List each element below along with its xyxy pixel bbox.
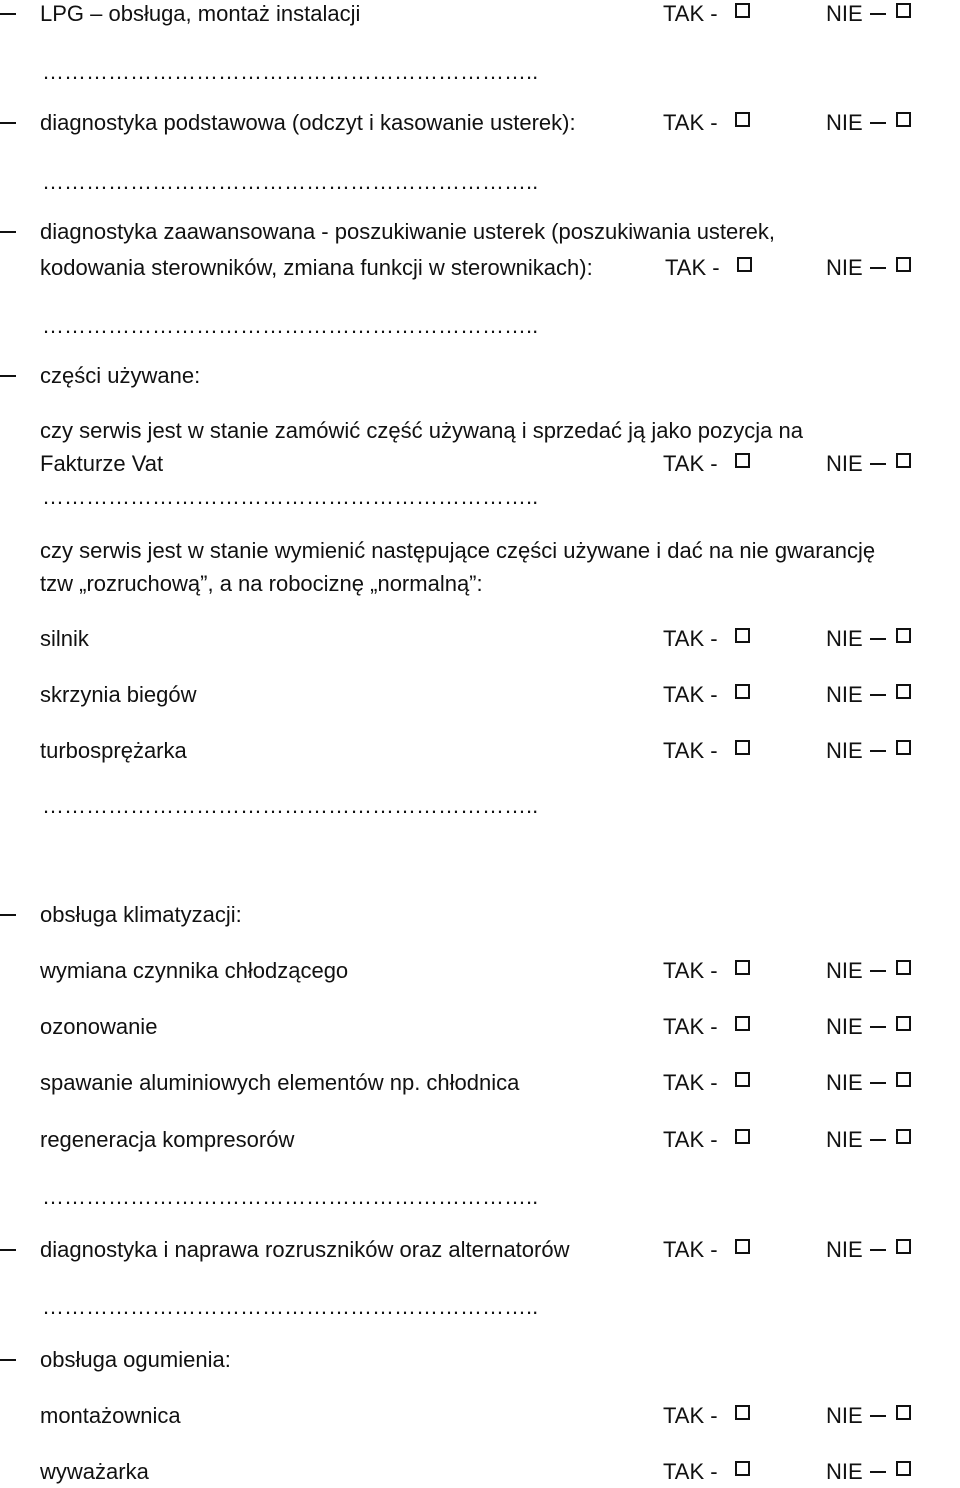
- dash: [870, 694, 886, 696]
- item-label: montażownica: [40, 1403, 181, 1428]
- item-ac: [0, 901, 960, 931]
- item-label: regeneracja kompresorów: [40, 1127, 295, 1152]
- yes-label: TAK -: [663, 1127, 718, 1152]
- no-label: NIE: [826, 1237, 863, 1262]
- no-option: [826, 0, 863, 28]
- no-option: [826, 1069, 863, 1097]
- yes-checkbox[interactable]: [735, 3, 750, 18]
- no-option: [826, 1402, 863, 1430]
- yes-label: TAK -: [663, 1070, 718, 1095]
- no-checkbox[interactable]: [896, 1072, 911, 1087]
- item-label: spawanie aluminiowych elementów np. chłodnica: [40, 1070, 520, 1095]
- no-checkbox[interactable]: [896, 1129, 911, 1144]
- item-label: czy serwis jest w stanie zamówić część używaną i sprzedać ją jako pozycja na: [40, 418, 803, 443]
- bullet-dash: [0, 122, 16, 124]
- no-checkbox[interactable]: [896, 960, 911, 975]
- yes-label: TAK -: [663, 1014, 718, 1039]
- item-compressor: [0, 1126, 960, 1156]
- item-used-parts: [0, 362, 960, 392]
- no-option: [826, 1236, 863, 1264]
- item-lpg: [0, 0, 960, 30]
- dash: [870, 1249, 886, 1251]
- yes-option: [663, 737, 718, 765]
- item-used-q1-cont: [0, 450, 960, 480]
- no-checkbox[interactable]: [896, 1461, 911, 1476]
- yes-option: [663, 109, 718, 137]
- yes-checkbox[interactable]: [735, 684, 750, 699]
- no-label: NIE: [826, 1070, 863, 1095]
- dash: [870, 463, 886, 465]
- yes-option: [663, 681, 718, 709]
- item-label: czy serwis jest w stanie wymienić następujące części używane i dać na nie gwarancję: [40, 538, 876, 563]
- dash: [870, 1139, 886, 1141]
- yes-label: TAK -: [663, 451, 718, 476]
- item-engine: [0, 625, 960, 655]
- dash: [870, 750, 886, 752]
- no-label: NIE: [826, 626, 863, 651]
- dash: [870, 638, 886, 640]
- item-diag-advanced: [0, 218, 960, 248]
- item-label: skrzynia biegów: [40, 682, 197, 707]
- no-option: [826, 737, 863, 765]
- dash: [870, 13, 886, 15]
- no-checkbox[interactable]: [896, 3, 911, 18]
- dash: [870, 1082, 886, 1084]
- yes-option: [663, 450, 718, 478]
- yes-label: TAK -: [663, 626, 718, 651]
- item-label: diagnostyka zaawansowana - poszukiwanie usterek (poszukiwania usterek,: [40, 219, 775, 244]
- yes-label: TAK -: [665, 255, 720, 280]
- item-used-q1: [0, 417, 960, 447]
- yes-label: TAK -: [663, 1237, 718, 1262]
- no-option: [826, 1126, 863, 1154]
- yes-checkbox[interactable]: [735, 112, 750, 127]
- item-ozone: [0, 1013, 960, 1043]
- yes-option: [663, 1126, 718, 1154]
- dash: [870, 1471, 886, 1473]
- item-label: diagnostyka podstawowa (odczyt i kasowanie usterek):: [40, 110, 576, 135]
- yes-label: TAK -: [663, 738, 718, 763]
- no-label: NIE: [826, 255, 863, 280]
- no-checkbox[interactable]: [896, 740, 911, 755]
- no-label: NIE: [826, 738, 863, 763]
- fill-line[interactable]: …………………………………………………………..: [42, 487, 539, 507]
- item-refrigerant: [0, 957, 960, 987]
- yes-checkbox[interactable]: [735, 1239, 750, 1254]
- dash: [870, 122, 886, 124]
- yes-checkbox[interactable]: [735, 453, 750, 468]
- item-diag-basic: [0, 109, 960, 139]
- yes-checkbox[interactable]: [735, 1072, 750, 1087]
- item-label: tzw „rozruchową”, a na robociznę „normalną”:: [40, 571, 483, 596]
- yes-label: TAK -: [663, 1, 718, 26]
- item-starters: [0, 1236, 960, 1266]
- item-label: Fakturze Vat: [40, 451, 164, 476]
- no-label: NIE: [826, 451, 863, 476]
- item-tyres: [0, 1346, 960, 1376]
- yes-checkbox[interactable]: [735, 628, 750, 643]
- dash: [870, 267, 886, 269]
- item-label: silnik: [40, 626, 89, 651]
- no-option: [826, 1013, 863, 1041]
- item-label: wyważarka: [40, 1459, 149, 1484]
- yes-checkbox[interactable]: [735, 1461, 750, 1476]
- no-checkbox[interactable]: [896, 257, 911, 272]
- item-mounting: [0, 1402, 960, 1432]
- no-checkbox[interactable]: [896, 1405, 911, 1420]
- yes-checkbox[interactable]: [735, 960, 750, 975]
- item-used-q2-cont: [0, 570, 960, 600]
- fill-line[interactable]: …………………………………………………………..: [42, 1297, 539, 1317]
- dash: [870, 970, 886, 972]
- item-welding: [0, 1069, 960, 1099]
- bullet-dash: [0, 1359, 16, 1361]
- yes-option: [663, 1069, 718, 1097]
- yes-label: TAK -: [663, 1403, 718, 1428]
- no-option: [826, 109, 863, 137]
- bullet-dash: [0, 231, 16, 233]
- item-gearbox: [0, 681, 960, 711]
- yes-label: TAK -: [663, 682, 718, 707]
- no-label: NIE: [826, 1403, 863, 1428]
- no-option: [826, 450, 863, 478]
- item-label: części używane:: [40, 363, 201, 388]
- no-label: NIE: [826, 958, 863, 983]
- yes-option: [663, 1402, 718, 1430]
- no-label: NIE: [826, 1, 863, 26]
- yes-label: TAK -: [663, 958, 718, 983]
- yes-checkbox[interactable]: [735, 1405, 750, 1420]
- fill-line[interactable]: …………………………………………………………..: [42, 172, 539, 192]
- item-label: obsługa ogumienia:: [40, 1347, 231, 1372]
- item-label: wymiana czynnika chłodzącego: [40, 958, 349, 983]
- no-label: NIE: [826, 110, 863, 135]
- bullet-dash: [0, 13, 16, 15]
- dash: [870, 1026, 886, 1028]
- no-checkbox[interactable]: [896, 453, 911, 468]
- bullet-dash: [0, 375, 16, 377]
- no-label: NIE: [826, 682, 863, 707]
- no-option: [826, 1458, 863, 1486]
- yes-option: [663, 1236, 718, 1264]
- item-label: LPG – obsługa, montaż instalacji: [40, 1, 361, 26]
- yes-option: [663, 957, 718, 985]
- item-label: turbosprężarka: [40, 738, 187, 763]
- item-used-q2: [0, 537, 960, 567]
- no-checkbox[interactable]: [896, 628, 911, 643]
- yes-option: [663, 1458, 718, 1486]
- fill-line[interactable]: …………………………………………………………..: [42, 316, 539, 336]
- dash: [870, 1415, 886, 1417]
- item-label: diagnostyka i naprawa rozruszników oraz alternatorów: [40, 1237, 570, 1262]
- yes-checkbox[interactable]: [737, 257, 752, 272]
- item-label: ozonowanie: [40, 1014, 158, 1039]
- yes-checkbox[interactable]: [735, 740, 750, 755]
- no-label: NIE: [826, 1127, 863, 1152]
- no-checkbox[interactable]: [896, 1239, 911, 1254]
- no-checkbox[interactable]: [896, 112, 911, 127]
- no-option: [826, 957, 863, 985]
- item-diag-advanced-cont: [0, 254, 960, 284]
- yes-option: [663, 1013, 718, 1041]
- no-label: NIE: [826, 1014, 863, 1039]
- fill-line[interactable]: …………………………………………………………..: [42, 796, 539, 816]
- fill-line[interactable]: …………………………………………………………..: [42, 1187, 539, 1207]
- bullet-dash: [0, 914, 16, 916]
- yes-label: TAK -: [663, 1459, 718, 1484]
- no-option: [826, 681, 863, 709]
- fill-line[interactable]: …………………………………………………………..: [42, 62, 539, 82]
- no-option: [826, 254, 863, 282]
- bullet-dash: [0, 1249, 16, 1251]
- no-option: [826, 625, 863, 653]
- no-checkbox[interactable]: [896, 684, 911, 699]
- yes-label: TAK -: [663, 110, 718, 135]
- yes-option: [665, 254, 720, 282]
- item-label: kodowania sterowników, zmiana funkcji w sterownikach):: [40, 255, 593, 280]
- yes-option: [663, 625, 718, 653]
- yes-checkbox[interactable]: [735, 1016, 750, 1031]
- no-checkbox[interactable]: [896, 1016, 911, 1031]
- item-turbo: [0, 737, 960, 767]
- yes-option: [663, 0, 718, 28]
- no-label: NIE: [826, 1459, 863, 1484]
- yes-checkbox[interactable]: [735, 1129, 750, 1144]
- item-label: obsługa klimatyzacji:: [40, 902, 242, 927]
